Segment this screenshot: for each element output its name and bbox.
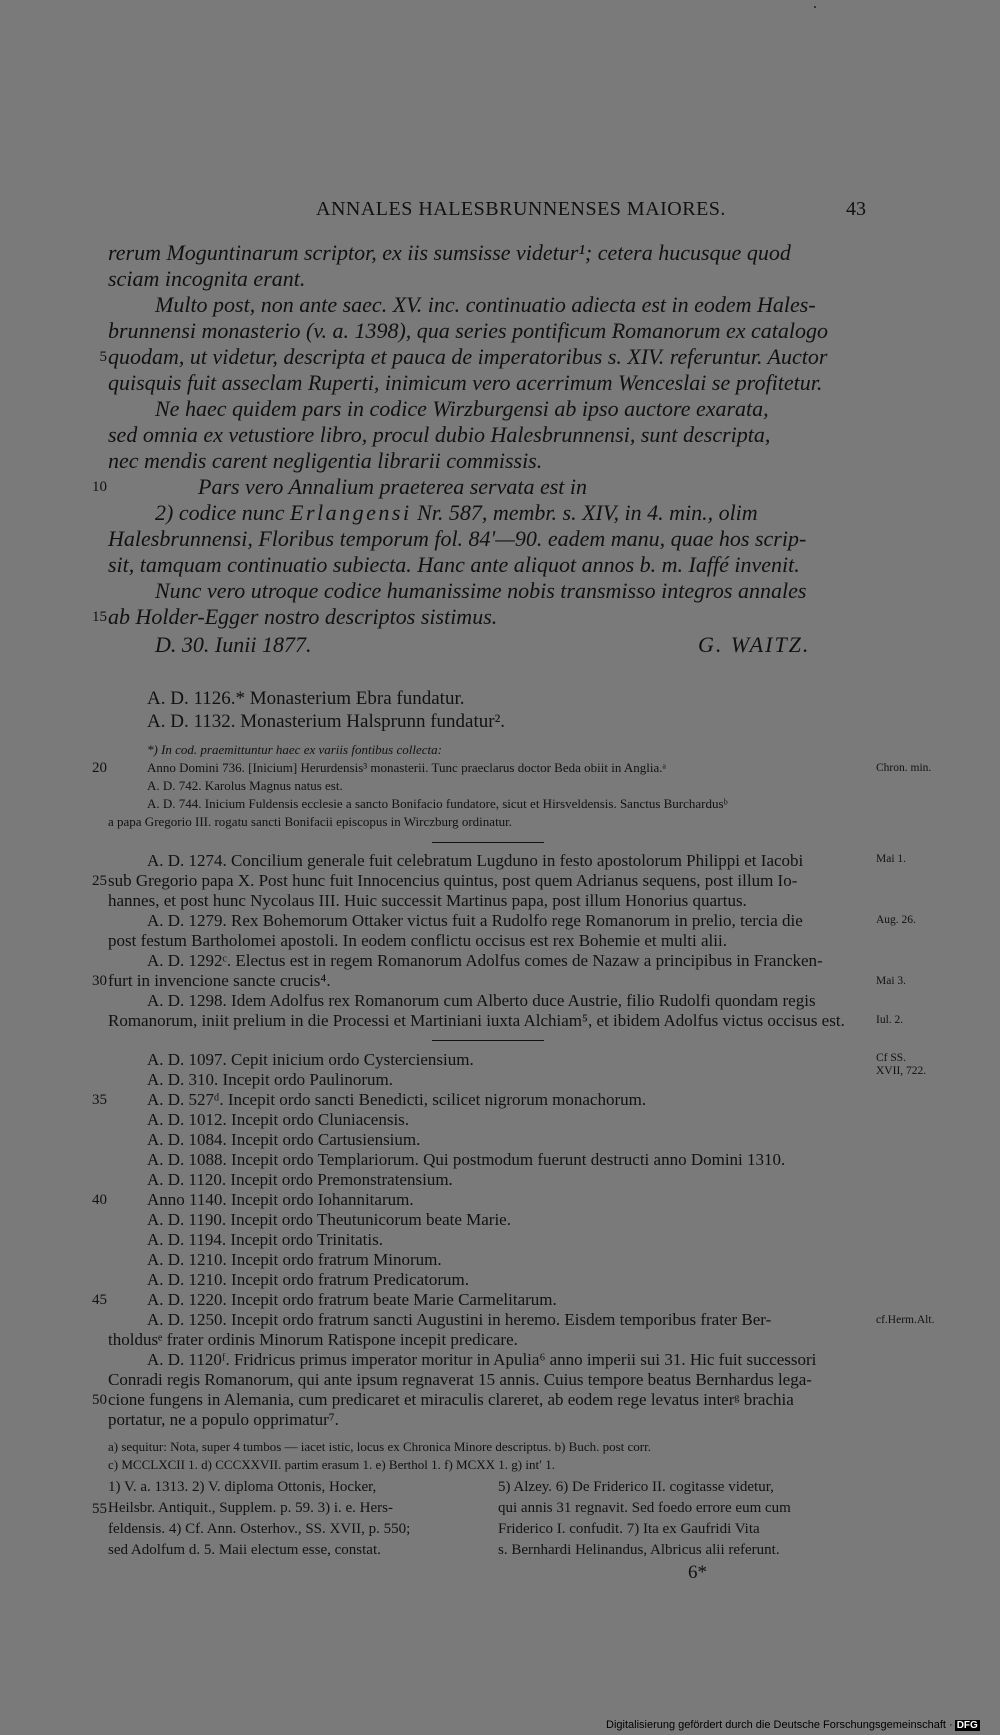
- numbered-footnote: Friderico I. confudit. 7) Ita ex Gaufridi Vita: [498, 1521, 760, 1537]
- annal-entry: A. D. 1210. Incepit ordo fratrum Predicatorum.: [147, 1270, 469, 1289]
- preface-line-codex: [155, 500, 758, 526]
- preface-line: quodam, ut videtur, descripta et pauca de imperatoribus s. XIV. referuntur. Auctor: [108, 344, 828, 369]
- codex-prefix: 2) codice nunc: [155, 500, 285, 525]
- annal-entry: A. D. 1298. Idem Adolfus rex Romanorum cum Alberto duce Austrie, filio Rudolfi quondam regis: [147, 991, 816, 1010]
- editor-name: Holder-Egger: [135, 604, 259, 629]
- preface-line: brunnensi monasterio (v. a. 1398), qua series pontificum Romanorum ex catalogo: [108, 318, 829, 343]
- preface-line: Multo post, non ante saec. XV. inc. continuatio adiecta est in eodem Hales-: [155, 292, 816, 317]
- dfg-logo: DFG: [956, 1720, 978, 1731]
- line-number: 50: [92, 1392, 107, 1408]
- preface-line: quisquis fuit asseclam Ruperti, inimicum vero acerrimum Wenceslai se profitetur.: [108, 370, 823, 395]
- annal-entry: A. D. 1084. Incepit ordo Cartusiensium.: [147, 1130, 421, 1149]
- annal-entry: A. D. 1250. Incepit ordo fratrum sancti Augustini in heremo. Eisdem temporibus frater Ber-: [147, 1310, 772, 1329]
- annal-entry: A. D. 1126.* Monasterium Ebra fundatur.: [147, 688, 465, 709]
- line-number: 45: [92, 1292, 107, 1308]
- annal-entry: A. D. 1190. Incepit ordo Theutunicorum beate Marie.: [147, 1210, 511, 1229]
- annal-entry: sub Gregorio papa X. Post hunc fuit Innocencius quintus, post quem Adrianus sequens, post illum Io-: [108, 871, 798, 890]
- annal-entry: A. D. 1120ᶠ. Fridricus primus imperator moritur in Apulia⁶ anno imperii sui 31. Hic fuit successori: [147, 1350, 817, 1369]
- preface-signature: G. WAITZ.: [698, 632, 811, 657]
- editor-prefix: ab: [108, 604, 130, 629]
- margin-note: Cf SS.: [876, 1052, 907, 1064]
- annal-entry: A. D. 1132. Monasterium Halsprunn fundatur².: [147, 711, 506, 732]
- annal-entry: Romanorum, iniit prelium in die Processi et Martiniani iuxta Alchiam⁵, et ibidem Adolfus victus occisus est.: [108, 1011, 845, 1030]
- preface-line: sit, tamquam continuatio subiecta. Hanc ante aliquot annos b. m. Iaffé invenit.: [108, 552, 800, 577]
- preface-line-editor: [108, 604, 497, 630]
- codex-name-spaced: Erlangensi: [290, 500, 412, 525]
- margin-note: Aug. 26.: [876, 914, 916, 926]
- annal-entry: A. D. 1210. Incepit ordo fratrum Minorum.: [147, 1250, 442, 1269]
- annal-entry: A. D. 1220. Incepit ordo fratrum beate Marie Carmelitarum.: [147, 1290, 557, 1309]
- margin-note: XVII, 722.: [876, 1065, 927, 1077]
- star-note-intro: *) In cod. praemittuntur haec ex variis fontibus collecta:: [147, 742, 442, 757]
- numbered-footnote: 1) V. a. 1313. 2) V. diploma Ottonis, Hocker,: [108, 1479, 377, 1495]
- annal-entry: furt in invencione sancte crucis⁴.: [108, 971, 331, 990]
- scan-speck: [814, 6, 816, 8]
- credit-text: Digitalisierung gefördert durch die Deutsche Forschungsgemeinschaft ·: [606, 1719, 953, 1731]
- annal-entry: A. D. 1279. Rex Bohemorum Ottaker victus fuit a Rudolfo rege Romanorum in prelio, tercia die: [147, 911, 803, 930]
- star-note-line: a papa Gregorio III. rogatu sancti Bonifacii episcopus in Wirczburg ordinatur.: [108, 814, 513, 829]
- editor-rest: nostro descriptos sistimus.: [263, 604, 498, 629]
- margin-note: Mai 3.: [876, 975, 907, 987]
- preface-line: nec mendis carent negligentia librarii commissis.: [108, 448, 543, 473]
- letter-footnote: a) sequitur: Nota, super 4 tumbos — iacet istic, locus ex Chronica Minore descriptus. b) Buch. post corr.: [108, 1439, 651, 1454]
- line-number: 25: [92, 873, 107, 889]
- signature-mark: 6*: [688, 1562, 707, 1583]
- annal-entry: post festum Bartholomei apostoli. In eodem conflictu occisus est rex Bohemie et multi alii.: [108, 931, 727, 950]
- letter-footnote: c) MCCLXCII 1. d) CCCXXVII. partim erasum 1. e) Berthol 1. f) MCXX 1. g) intʹ 1.: [108, 1457, 555, 1472]
- line-number: 15: [92, 609, 107, 625]
- preface-line: Ne haec quidem pars in codice Wirzburgensi ab ipso auctore exarata,: [155, 396, 769, 421]
- line-number: 55: [92, 1501, 107, 1517]
- annal-entry: A. D. 310. Incepit ordo Paulinorum.: [147, 1070, 393, 1089]
- codex-rest: Nr. 587, membr. s. XIV, in 4. min., olim: [411, 500, 758, 525]
- margin-note: Chron. min.: [876, 762, 932, 774]
- preface-line: sciam incognita erant.: [108, 266, 306, 291]
- preface-line: Pars vero Annalium praeterea servata est in: [198, 474, 588, 499]
- page-number: 43: [846, 198, 866, 220]
- running-header: ANNALES HALESBRUNNENSES MAIORES.: [316, 198, 726, 220]
- numbered-footnote: sed Adolfum d. 5. Maii electum esse, constat.: [108, 1542, 381, 1558]
- annal-entry: Conradi regis Romanorum, qui ante ipsum regnaverat 15 annis. Cuius tempore beatus Bernhardus lega-: [108, 1370, 812, 1389]
- line-number: 5: [99, 349, 107, 365]
- line-number: 35: [92, 1092, 107, 1108]
- numbered-footnote: s. Bernhardi Helinandus, Albricus alii referunt.: [498, 1542, 780, 1558]
- line-number: 30: [92, 973, 107, 989]
- annal-entry: tholdusᵉ frater ordinis Minorum Ratispone incepit predicare.: [108, 1330, 518, 1349]
- annal-entry: A. D. 1012. Incepit ordo Cluniacensis.: [147, 1110, 410, 1129]
- section-rule: [432, 1040, 544, 1041]
- margin-note: Mai 1.: [876, 853, 907, 865]
- star-note-line: A. D. 742. Karolus Magnus natus est.: [147, 778, 343, 793]
- annal-entry: A. D. 1120. Incepit ordo Premonstratensium.: [147, 1170, 453, 1189]
- preface-line: rerum Moguntinarum scriptor, ex iis sumsisse videtur¹; cetera hucusque quod: [108, 240, 791, 265]
- margin-note: Iul. 2.: [876, 1014, 904, 1026]
- annal-entry: portatur, ne a populo opprimatur⁷.: [108, 1410, 339, 1429]
- annal-entry: Anno 1140. Incepit ordo Iohannitarum.: [147, 1190, 414, 1209]
- numbered-footnote: 5) Alzey. 6) De Friderico II. cogitasse videtur,: [498, 1479, 774, 1495]
- star-note-line: A. D. 744. Inicium Fuldensis ecclesie a sancto Bonifacio fundatore, sicut et Hirsveldensis. Sanctus Burchardusᵇ: [147, 796, 728, 811]
- line-number: 10: [92, 479, 107, 495]
- numbered-footnote: feldensis. 4) Cf. Ann. Osterhov., SS. XVII, p. 550;: [108, 1521, 411, 1537]
- preface-line: Nunc vero utroque codice humanissime nobis transmisso integros annales: [155, 578, 807, 603]
- preface-line: sed omnia ex vetustiore libro, procul dubio Halesbrunnensi, sunt descripta,: [108, 422, 771, 447]
- margin-note: cf.Herm.Alt.: [876, 1314, 935, 1326]
- star-note-line: Anno Domini 736. [Inicium] Herurdensis³ monasterii. Tunc praeclarus doctor Beda obiit in Anglia.ᵃ: [147, 760, 667, 775]
- preface-line: Halesbrunnensi, Floribus temporum fol. 84ʹ—90. eadem manu, quae hos scrip-: [108, 526, 807, 551]
- numbered-footnote: Heilsbr. Antiquit., Supplem. p. 59. 3) i. e. Hers-: [108, 1500, 393, 1516]
- annal-entry: A. D. 1274. Concilium generale fuit celebratum Lugduno in festo apostolorum Philippi et Iacobi: [147, 851, 804, 870]
- line-number: 20: [92, 760, 107, 776]
- annal-entry: A. D. 1292ᶜ. Electus est in regem Romanorum Adolfus comes de Nazaw a principibus in Francken-: [147, 951, 823, 970]
- numbered-footnote: qui annis 31 regnavit. Sed foedo errore eum cum: [498, 1500, 791, 1516]
- annal-entry: A. D. 1097. Cepit inicium ordo Cysterciensium.: [147, 1050, 474, 1069]
- annal-entry: hannes, et post hunc Nycolaus III. Huic successit Martinus papa, post illum Honorius quartus.: [108, 891, 747, 910]
- section-rule: [432, 842, 544, 843]
- preface-date: D. 30. Iunii 1877.: [155, 632, 312, 657]
- line-number: 40: [92, 1192, 107, 1208]
- annal-entry: A. D. 527ᵈ. Incepit ordo sancti Benedicti, scilicet nigrorum monachorum.: [147, 1090, 647, 1109]
- digitization-credit: [606, 1719, 980, 1731]
- annal-entry: A. D. 1088. Incepit ordo Templariorum. Qui postmodum fuerunt destructi anno Domini 1310.: [147, 1150, 786, 1169]
- annal-entry: A. D. 1194. Incepit ordo Trinitatis.: [147, 1230, 383, 1249]
- annal-entry: cione fungens in Alemania, cum predicaret et miraculis clareret, ab eodem rege levatus interᵍ brachia: [108, 1390, 794, 1409]
